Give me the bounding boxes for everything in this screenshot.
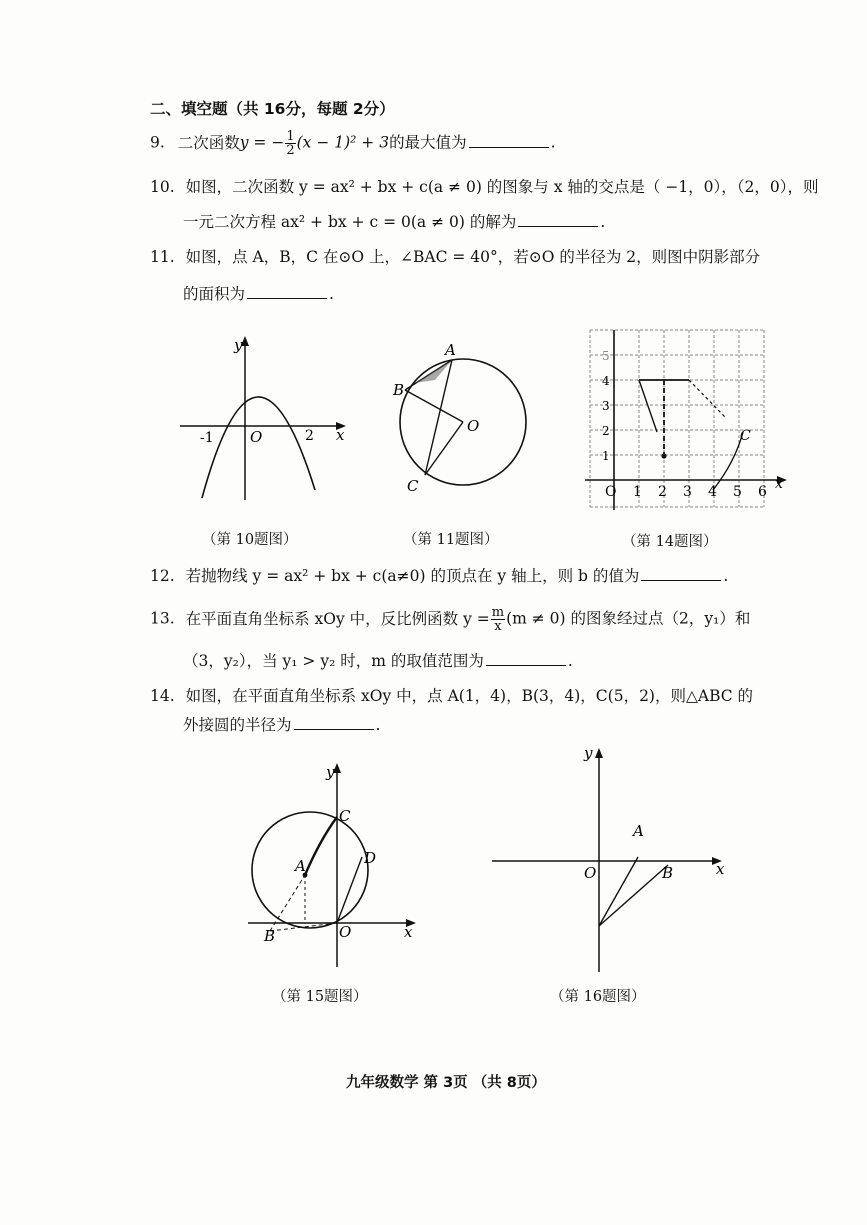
label-b: B bbox=[662, 864, 674, 882]
question-10-line1 bbox=[150, 175, 819, 197]
q13-end: . bbox=[567, 652, 573, 670]
q9-pre: 二次函数 bbox=[177, 133, 240, 152]
ytick-3: 3 bbox=[602, 399, 610, 413]
q9-post: 的最大值为 bbox=[389, 133, 467, 152]
label-c: C bbox=[740, 428, 751, 444]
caption-fig11: （第 11题图） bbox=[403, 532, 499, 548]
question-number: 9. bbox=[150, 133, 165, 152]
question-11-line2 bbox=[183, 282, 334, 304]
label-a: A bbox=[295, 857, 306, 875]
q13-frac-den: x bbox=[494, 619, 502, 634]
section-title: 二、填空题（共 16分，每题 2分） bbox=[150, 100, 395, 118]
q10-line2: 一元二次方程 ax² + bx + c = 0(a ≠ 0) 的解为 bbox=[183, 213, 517, 231]
y-label: y bbox=[584, 744, 593, 762]
q13-frac-num: m bbox=[491, 605, 505, 620]
question-13-line1 bbox=[150, 606, 750, 633]
q14-end: . bbox=[375, 716, 381, 734]
q11-line2: 的面积为 bbox=[183, 285, 246, 303]
answer-blank-10[interactable] bbox=[518, 212, 598, 227]
ytick-5: 5 bbox=[602, 349, 610, 363]
caption-fig10: （第 10题图） bbox=[202, 532, 298, 548]
question-9 bbox=[150, 130, 556, 157]
answer-blank-14[interactable] bbox=[294, 715, 374, 730]
figure-16 bbox=[490, 740, 740, 975]
circle bbox=[252, 812, 368, 928]
question-10-line2 bbox=[183, 210, 605, 232]
label-c: C bbox=[339, 807, 351, 825]
figure-10 bbox=[170, 330, 360, 510]
x-label: x bbox=[404, 923, 413, 941]
ytick-4: 4 bbox=[602, 374, 610, 388]
question-number: 12. bbox=[150, 567, 175, 585]
xtick-6: 6 bbox=[758, 484, 767, 500]
question-number: 13. bbox=[150, 609, 175, 628]
y-arrow-icon bbox=[595, 748, 603, 758]
seg-a-down bbox=[639, 380, 657, 432]
q12-text: 若抛物线 y = ax² + bx + c(a≠0) 的顶点在 y 轴上，则 b 的值为 bbox=[185, 567, 640, 585]
answer-blank-11[interactable] bbox=[247, 284, 327, 299]
xtick-2: 2 bbox=[658, 484, 667, 500]
answer-blank-12[interactable] bbox=[641, 566, 721, 581]
question-14-line2 bbox=[183, 713, 380, 735]
question-number: 10. bbox=[150, 178, 175, 196]
ytick-2: 2 bbox=[602, 424, 610, 438]
figure-15 bbox=[240, 755, 420, 970]
seg-bo bbox=[405, 390, 463, 422]
label-a: A bbox=[633, 822, 644, 840]
label-b: B bbox=[264, 927, 276, 945]
caption-fig16: （第 16题图） bbox=[550, 989, 646, 1005]
x-label: x bbox=[775, 476, 783, 492]
y-label: y bbox=[234, 336, 243, 354]
label-o: O bbox=[339, 923, 352, 941]
question-number: 11. bbox=[150, 248, 175, 266]
caption-fig15: （第 15题图） bbox=[272, 989, 368, 1005]
label-o: O bbox=[584, 864, 597, 882]
xtick-1: 1 bbox=[633, 484, 642, 500]
q11-line1: 如图，点 A，B，C 在⊙O 上，∠BAC = 40°，若⊙O 的半径为 2，则图中阴影部分 bbox=[185, 248, 761, 266]
xtick-4: 4 bbox=[708, 484, 717, 500]
tick-2: 2 bbox=[305, 428, 314, 444]
q9-expr-a: y = − bbox=[239, 133, 285, 152]
q14-line2: 外接圆的半径为 bbox=[183, 716, 292, 734]
q9-frac-den: 2 bbox=[286, 143, 295, 158]
question-11-line1 bbox=[150, 245, 760, 267]
ytick-1: 1 bbox=[602, 449, 610, 463]
figure-14 bbox=[585, 322, 795, 514]
answer-blank-9[interactable] bbox=[469, 133, 549, 148]
question-number: 14. bbox=[150, 687, 175, 705]
label-o: O bbox=[467, 417, 480, 435]
caption-fig14: （第 14题图） bbox=[622, 534, 718, 550]
label-d: D bbox=[364, 849, 377, 867]
q14-line1: 如图，在平面直角坐标系 xOy 中，点 A(1，4)，B(3，4)，C(5，2)，则△ABC 的 bbox=[185, 687, 754, 705]
page-footer: 九年级数学 第 3页 （共 8页） bbox=[346, 1075, 546, 1091]
q9-end: . bbox=[550, 133, 556, 152]
answer-blank-13[interactable] bbox=[486, 651, 566, 666]
q11-end: . bbox=[329, 285, 334, 303]
seg-a bbox=[599, 857, 638, 926]
q12-end: . bbox=[723, 567, 729, 585]
x-label: x bbox=[716, 860, 725, 878]
figure-11 bbox=[385, 335, 545, 500]
parabola bbox=[202, 397, 315, 498]
q13-post: (m ≠ 0) 的图象经过点（2，y₁）和 bbox=[506, 609, 751, 628]
q10-line1: 如图，二次函数 y = ax² + bx + c(a ≠ 0) 的图象与 x 轴的交点是（ −1，0），（2，0），则 bbox=[185, 178, 819, 196]
origin-label: O bbox=[250, 428, 263, 446]
tick-neg1: -1 bbox=[200, 430, 214, 446]
xtick-3: 3 bbox=[683, 484, 692, 500]
q13-pre: 在平面直角坐标系 xOy 中，反比例函数 y = bbox=[185, 609, 490, 628]
label-a: A bbox=[445, 341, 456, 359]
xtick-5: 5 bbox=[733, 484, 742, 500]
origin-label: O bbox=[605, 484, 617, 500]
question-13-line2 bbox=[183, 649, 573, 671]
q9-frac-num: 1 bbox=[286, 129, 295, 144]
label-c: C bbox=[407, 477, 419, 495]
question-14-line1 bbox=[150, 684, 753, 706]
q9-expr-b: (x − 1)² + 3 bbox=[296, 133, 390, 152]
center-point bbox=[661, 453, 666, 458]
seg-bc bbox=[689, 380, 725, 417]
q9-fraction bbox=[285, 130, 295, 157]
y-label: y bbox=[326, 763, 335, 781]
q13-line2: （3，y₂），当 y₁ > y₂ 时，m 的取值范围为 bbox=[183, 652, 484, 670]
label-b: B bbox=[393, 381, 405, 399]
q10-end: . bbox=[600, 213, 606, 231]
seg-b bbox=[599, 865, 668, 926]
q13-fraction bbox=[491, 606, 505, 633]
arc-ac bbox=[305, 817, 337, 875]
question-12 bbox=[150, 564, 728, 586]
x-label: x bbox=[336, 426, 345, 444]
